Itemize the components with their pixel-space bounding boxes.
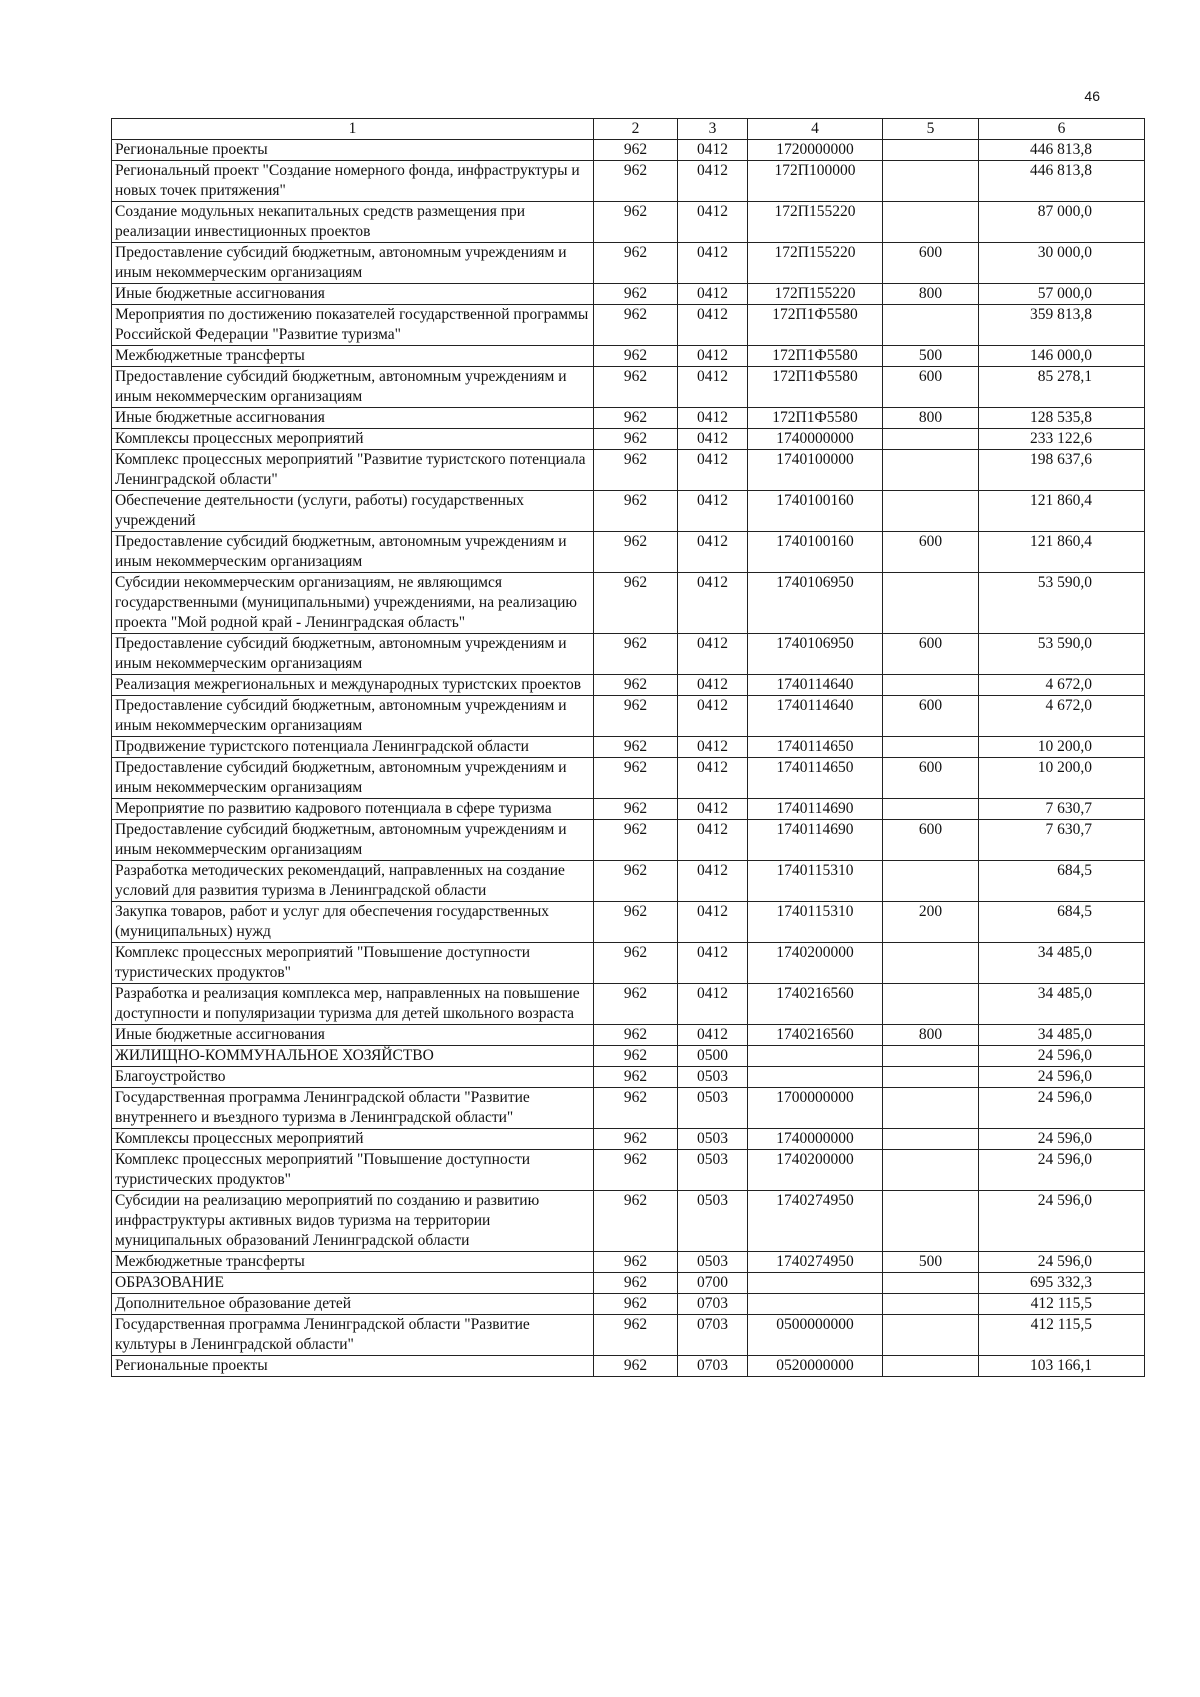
row-name-cell: Предоставление субсидий бюджетным, автономным учреждениям и иным некоммерческим организациям [112, 532, 594, 573]
table-row [112, 758, 1145, 799]
row-vr-cell [883, 861, 979, 902]
row-gr-cell: 962 [594, 450, 678, 491]
row-rzpr-cell: 0412 [678, 305, 748, 346]
row-vr-cell: 500 [883, 1252, 979, 1273]
row-rzpr-cell: 0503 [678, 1129, 748, 1150]
row-vr-cell: 500 [883, 346, 979, 367]
row-gr-cell: 962 [594, 367, 678, 408]
row-csr-cell: 1740114640 [748, 696, 883, 737]
row-vr-cell [883, 305, 979, 346]
row-sum-cell: 10 200,0 [979, 737, 1145, 758]
row-csr-cell: 1740106950 [748, 634, 883, 675]
table-row [112, 284, 1145, 305]
row-csr-cell: 1740115310 [748, 861, 883, 902]
row-csr-cell: 0520000000 [748, 1356, 883, 1377]
row-sum-cell: 412 115,5 [979, 1315, 1145, 1356]
row-name-cell: Обеспечение деятельности (услуги, работы) государственных учреждений [112, 491, 594, 532]
row-csr-cell: 1740114650 [748, 758, 883, 799]
table-row [112, 799, 1145, 820]
row-name-cell: Межбюджетные трансферты [112, 1252, 594, 1273]
row-vr-cell: 600 [883, 367, 979, 408]
row-sum-cell: 446 813,8 [979, 161, 1145, 202]
row-csr-cell: 1720000000 [748, 140, 883, 161]
row-rzpr-cell: 0503 [678, 1252, 748, 1273]
row-vr-cell [883, 675, 979, 696]
table-row [112, 1273, 1145, 1294]
row-rzpr-cell: 0503 [678, 1067, 748, 1088]
row-rzpr-cell: 0412 [678, 902, 748, 943]
row-rzpr-cell: 0412 [678, 799, 748, 820]
row-sum-cell: 34 485,0 [979, 984, 1145, 1025]
table-row [112, 696, 1145, 737]
row-name-cell: Предоставление субсидий бюджетным, автономным учреждениям и иным некоммерческим организациям [112, 696, 594, 737]
row-vr-cell [883, 943, 979, 984]
row-name-cell: Комплекс процессных мероприятий "Повышение доступности туристических продуктов" [112, 1150, 594, 1191]
row-vr-cell [883, 429, 979, 450]
row-rzpr-cell: 0503 [678, 1150, 748, 1191]
row-name-cell: Разработка методических рекомендаций, направленных на создание условий для развития туризма в Ленинградской области [112, 861, 594, 902]
row-gr-cell: 962 [594, 820, 678, 861]
table-row [112, 491, 1145, 532]
row-vr-cell [883, 450, 979, 491]
row-gr-cell: 962 [594, 140, 678, 161]
row-csr-cell: 1700000000 [748, 1088, 883, 1129]
table-row [112, 1315, 1145, 1356]
row-csr-cell: 172П1Ф5580 [748, 408, 883, 429]
table-row [112, 675, 1145, 696]
table-row [112, 861, 1145, 902]
row-vr-cell: 600 [883, 634, 979, 675]
row-sum-cell: 695 332,3 [979, 1273, 1145, 1294]
row-csr-cell: 1740100000 [748, 450, 883, 491]
row-vr-cell [883, 737, 979, 758]
row-csr-cell: 0500000000 [748, 1315, 883, 1356]
row-rzpr-cell: 0412 [678, 429, 748, 450]
row-gr-cell: 962 [594, 1273, 678, 1294]
row-csr-cell: 1740100160 [748, 532, 883, 573]
row-sum-cell: 198 637,6 [979, 450, 1145, 491]
row-vr-cell [883, 1315, 979, 1356]
row-name-cell: Закупка товаров, работ и услуг для обеспечения государственных (муниципальных) нужд [112, 902, 594, 943]
row-vr-cell [883, 140, 979, 161]
row-csr-cell: 1740274950 [748, 1191, 883, 1252]
row-rzpr-cell: 0412 [678, 284, 748, 305]
row-sum-cell: 146 000,0 [979, 346, 1145, 367]
row-rzpr-cell: 0412 [678, 820, 748, 861]
table-row [112, 140, 1145, 161]
row-csr-cell [748, 1273, 883, 1294]
table-row [112, 367, 1145, 408]
row-csr-cell [748, 1294, 883, 1315]
row-vr-cell: 800 [883, 1025, 979, 1046]
table-row [112, 161, 1145, 202]
row-sum-cell: 684,5 [979, 902, 1145, 943]
row-gr-cell: 962 [594, 1067, 678, 1088]
row-gr-cell: 962 [594, 305, 678, 346]
row-name-cell: Иные бюджетные ассигнования [112, 408, 594, 429]
row-csr-cell: 1740106950 [748, 573, 883, 634]
row-csr-cell: 172П155220 [748, 284, 883, 305]
row-name-cell: Предоставление субсидий бюджетным, автономным учреждениям и иным некоммерческим организациям [112, 367, 594, 408]
row-sum-cell: 53 590,0 [979, 634, 1145, 675]
row-csr-cell: 172П100000 [748, 161, 883, 202]
row-gr-cell: 962 [594, 634, 678, 675]
row-csr-cell: 172П1Ф5580 [748, 305, 883, 346]
row-vr-cell: 800 [883, 284, 979, 305]
row-rzpr-cell: 0412 [678, 943, 748, 984]
row-gr-cell: 962 [594, 573, 678, 634]
row-name-cell: Комплекс процессных мероприятий "Повышение доступности туристических продуктов" [112, 943, 594, 984]
row-gr-cell: 962 [594, 1129, 678, 1150]
row-csr-cell: 172П1Ф5580 [748, 346, 883, 367]
row-name-cell: Благоустройство [112, 1067, 594, 1088]
row-name-cell: Дополнительное образование детей [112, 1294, 594, 1315]
row-vr-cell: 200 [883, 902, 979, 943]
row-rzpr-cell: 0412 [678, 491, 748, 532]
row-vr-cell [883, 202, 979, 243]
header-col-5: 5 [883, 119, 979, 140]
header-col-4: 4 [748, 119, 883, 140]
row-vr-cell [883, 799, 979, 820]
table-header [112, 119, 1145, 140]
row-sum-cell: 121 860,4 [979, 532, 1145, 573]
row-gr-cell: 962 [594, 202, 678, 243]
row-rzpr-cell: 0412 [678, 1025, 748, 1046]
row-gr-cell: 962 [594, 799, 678, 820]
row-sum-cell: 24 596,0 [979, 1129, 1145, 1150]
row-csr-cell: 172П155220 [748, 202, 883, 243]
row-name-cell: Предоставление субсидий бюджетным, автономным учреждениям и иным некоммерческим организациям [112, 758, 594, 799]
row-rzpr-cell: 0412 [678, 450, 748, 491]
row-csr-cell: 1740216560 [748, 1025, 883, 1046]
row-vr-cell [883, 1046, 979, 1067]
row-name-cell: Региональные проекты [112, 140, 594, 161]
row-gr-cell: 962 [594, 1150, 678, 1191]
row-name-cell: Субсидии некоммерческим организациям, не являющимся государственными (муниципальными) учреждениями, на реализацию проекта "Мой родной край - Ленинградская область" [112, 573, 594, 634]
row-rzpr-cell: 0412 [678, 367, 748, 408]
row-gr-cell: 962 [594, 943, 678, 984]
row-gr-cell: 962 [594, 1315, 678, 1356]
row-vr-cell [883, 1129, 979, 1150]
table-row [112, 305, 1145, 346]
row-sum-cell: 128 535,8 [979, 408, 1145, 429]
row-sum-cell: 24 596,0 [979, 1191, 1145, 1252]
row-rzpr-cell: 0700 [678, 1273, 748, 1294]
row-name-cell: Комплексы процессных мероприятий [112, 1129, 594, 1150]
row-vr-cell [883, 984, 979, 1025]
table-row [112, 1046, 1145, 1067]
row-sum-cell: 412 115,5 [979, 1294, 1145, 1315]
row-name-cell: Региональные проекты [112, 1356, 594, 1377]
row-name-cell: Реализация межрегиональных и международных туристских проектов [112, 675, 594, 696]
row-name-cell: Мероприятия по достижению показателей государственной программы Российской Федерации "Развитие туризма" [112, 305, 594, 346]
row-sum-cell: 34 485,0 [979, 943, 1145, 984]
row-sum-cell: 24 596,0 [979, 1150, 1145, 1191]
row-vr-cell: 600 [883, 243, 979, 284]
row-sum-cell: 446 813,8 [979, 140, 1145, 161]
row-gr-cell: 962 [594, 429, 678, 450]
row-name-cell: Иные бюджетные ассигнования [112, 1025, 594, 1046]
row-gr-cell: 962 [594, 243, 678, 284]
row-csr-cell: 1740216560 [748, 984, 883, 1025]
row-gr-cell: 962 [594, 1088, 678, 1129]
row-vr-cell: 600 [883, 820, 979, 861]
row-sum-cell: 57 000,0 [979, 284, 1145, 305]
row-rzpr-cell: 0500 [678, 1046, 748, 1067]
row-sum-cell: 684,5 [979, 861, 1145, 902]
row-rzpr-cell: 0412 [678, 758, 748, 799]
row-rzpr-cell: 0412 [678, 634, 748, 675]
row-sum-cell: 53 590,0 [979, 573, 1145, 634]
row-gr-cell: 962 [594, 902, 678, 943]
table-row [112, 346, 1145, 367]
row-name-cell: Межбюджетные трансферты [112, 346, 594, 367]
table-row [112, 1294, 1145, 1315]
row-sum-cell: 7 630,7 [979, 820, 1145, 861]
page-number: 46 [1084, 88, 1100, 104]
row-gr-cell: 962 [594, 161, 678, 202]
row-sum-cell: 359 813,8 [979, 305, 1145, 346]
row-name-cell: Предоставление субсидий бюджетным, автономным учреждениям и иным некоммерческим организациям [112, 820, 594, 861]
row-sum-cell: 30 000,0 [979, 243, 1145, 284]
row-name-cell: Мероприятие по развитию кадрового потенциала в сфере туризма [112, 799, 594, 820]
header-col-3: 3 [678, 119, 748, 140]
row-rzpr-cell: 0412 [678, 202, 748, 243]
row-sum-cell: 10 200,0 [979, 758, 1145, 799]
row-csr-cell: 1740100160 [748, 491, 883, 532]
row-csr-cell: 1740274950 [748, 1252, 883, 1273]
table-row [112, 820, 1145, 861]
row-name-cell: Иные бюджетные ассигнования [112, 284, 594, 305]
row-sum-cell: 24 596,0 [979, 1046, 1145, 1067]
table-row [112, 1150, 1145, 1191]
row-csr-cell: 1740115310 [748, 902, 883, 943]
table-row [112, 429, 1145, 450]
table-row [112, 243, 1145, 284]
table-row [112, 634, 1145, 675]
row-gr-cell: 962 [594, 861, 678, 902]
row-name-cell: Государственная программа Ленинградской области "Развитие внутреннего и въездного туризма в Ленинградской области" [112, 1088, 594, 1129]
row-gr-cell: 962 [594, 984, 678, 1025]
row-gr-cell: 962 [594, 1025, 678, 1046]
row-rzpr-cell: 0703 [678, 1294, 748, 1315]
row-rzpr-cell: 0412 [678, 243, 748, 284]
row-name-cell: Разработка и реализация комплекса мер, направленных на повышение доступности и популяризации туризма для детей школьного возраста [112, 984, 594, 1025]
row-sum-cell: 24 596,0 [979, 1252, 1145, 1273]
row-rzpr-cell: 0412 [678, 696, 748, 737]
header-col-6: 6 [979, 119, 1145, 140]
row-csr-cell: 1740000000 [748, 1129, 883, 1150]
row-sum-cell: 7 630,7 [979, 799, 1145, 820]
row-csr-cell: 1740000000 [748, 429, 883, 450]
row-csr-cell [748, 1046, 883, 1067]
row-csr-cell: 1740200000 [748, 1150, 883, 1191]
row-sum-cell: 121 860,4 [979, 491, 1145, 532]
table-row [112, 1129, 1145, 1150]
table-row [112, 1088, 1145, 1129]
row-name-cell: Создание модульных некапитальных средств размещения при реализации инвестиционных проектов [112, 202, 594, 243]
row-rzpr-cell: 0412 [678, 737, 748, 758]
row-vr-cell [883, 1294, 979, 1315]
row-name-cell: ОБРАЗОВАНИЕ [112, 1273, 594, 1294]
row-csr-cell: 172П155220 [748, 243, 883, 284]
row-csr-cell [748, 1067, 883, 1088]
row-rzpr-cell: 0412 [678, 408, 748, 429]
row-rzpr-cell: 0703 [678, 1315, 748, 1356]
row-gr-cell: 962 [594, 1294, 678, 1315]
row-csr-cell: 172П1Ф5580 [748, 367, 883, 408]
row-rzpr-cell: 0503 [678, 1088, 748, 1129]
row-gr-cell: 962 [594, 675, 678, 696]
row-vr-cell [883, 1088, 979, 1129]
header-col-2: 2 [594, 119, 678, 140]
table-row [112, 1191, 1145, 1252]
row-csr-cell: 1740200000 [748, 943, 883, 984]
row-vr-cell [883, 1356, 979, 1377]
row-csr-cell: 1740114690 [748, 799, 883, 820]
row-gr-cell: 962 [594, 532, 678, 573]
row-csr-cell: 1740114690 [748, 820, 883, 861]
row-vr-cell: 600 [883, 696, 979, 737]
row-name-cell: Комплекс процессных мероприятий "Развитие туристского потенциала Ленинградской области" [112, 450, 594, 491]
row-sum-cell: 87 000,0 [979, 202, 1145, 243]
row-name-cell: Продвижение туристского потенциала Ленинградской области [112, 737, 594, 758]
row-gr-cell: 962 [594, 758, 678, 799]
table-row [112, 450, 1145, 491]
row-sum-cell: 233 122,6 [979, 429, 1145, 450]
row-name-cell: Предоставление субсидий бюджетным, автономным учреждениям и иным некоммерческим организациям [112, 243, 594, 284]
table-row [112, 902, 1145, 943]
table-row [112, 202, 1145, 243]
row-gr-cell: 962 [594, 491, 678, 532]
table-row [112, 943, 1145, 984]
row-vr-cell [883, 573, 979, 634]
table-row [112, 1067, 1145, 1088]
row-sum-cell: 4 672,0 [979, 675, 1145, 696]
row-rzpr-cell: 0412 [678, 573, 748, 634]
row-rzpr-cell: 0412 [678, 861, 748, 902]
row-rzpr-cell: 0412 [678, 675, 748, 696]
row-vr-cell [883, 1150, 979, 1191]
row-gr-cell: 962 [594, 737, 678, 758]
row-vr-cell [883, 1273, 979, 1294]
row-rzpr-cell: 0412 [678, 532, 748, 573]
row-sum-cell: 4 672,0 [979, 696, 1145, 737]
row-vr-cell: 600 [883, 758, 979, 799]
row-rzpr-cell: 0412 [678, 140, 748, 161]
row-gr-cell: 962 [594, 1191, 678, 1252]
row-sum-cell: 34 485,0 [979, 1025, 1145, 1046]
row-name-cell: Субсидии на реализацию мероприятий по созданию и развитию инфраструктуры активных видов туризма на территории муниципальных образований Ленинградской области [112, 1191, 594, 1252]
row-vr-cell: 600 [883, 532, 979, 573]
header-col-1: 1 [112, 119, 594, 140]
row-sum-cell: 85 278,1 [979, 367, 1145, 408]
row-vr-cell [883, 491, 979, 532]
row-rzpr-cell: 0412 [678, 346, 748, 367]
header-row [112, 119, 1145, 140]
row-sum-cell: 24 596,0 [979, 1067, 1145, 1088]
row-sum-cell: 103 166,1 [979, 1356, 1145, 1377]
table-row [112, 1252, 1145, 1273]
row-csr-cell: 1740114650 [748, 737, 883, 758]
row-name-cell: Комплексы процессных мероприятий [112, 429, 594, 450]
row-gr-cell: 962 [594, 284, 678, 305]
table-row [112, 408, 1145, 429]
table-row [112, 737, 1145, 758]
row-vr-cell [883, 1067, 979, 1088]
row-rzpr-cell: 0503 [678, 1191, 748, 1252]
row-gr-cell: 962 [594, 696, 678, 737]
table-row [112, 532, 1145, 573]
row-rzpr-cell: 0703 [678, 1356, 748, 1377]
row-vr-cell [883, 161, 979, 202]
row-sum-cell: 24 596,0 [979, 1088, 1145, 1129]
row-gr-cell: 962 [594, 1356, 678, 1377]
row-name-cell: Предоставление субсидий бюджетным, автономным учреждениям и иным некоммерческим организациям [112, 634, 594, 675]
budget-table [111, 118, 1145, 1377]
row-gr-cell: 962 [594, 1252, 678, 1273]
table-row [112, 1356, 1145, 1377]
table-body [112, 140, 1145, 1377]
row-rzpr-cell: 0412 [678, 161, 748, 202]
row-name-cell: Государственная программа Ленинградской области "Развитие культуры в Ленинградской области" [112, 1315, 594, 1356]
table-row [112, 1025, 1145, 1046]
row-gr-cell: 962 [594, 408, 678, 429]
row-rzpr-cell: 0412 [678, 984, 748, 1025]
row-vr-cell: 800 [883, 408, 979, 429]
row-vr-cell [883, 1191, 979, 1252]
row-csr-cell: 1740114640 [748, 675, 883, 696]
table-row [112, 984, 1145, 1025]
row-name-cell: ЖИЛИЩНО-КОММУНАЛЬНОЕ ХОЗЯЙСТВО [112, 1046, 594, 1067]
row-name-cell: Региональный проект "Создание номерного фонда, инфраструктуры и новых точек притяжения" [112, 161, 594, 202]
table-row [112, 573, 1145, 634]
row-gr-cell: 962 [594, 346, 678, 367]
row-gr-cell: 962 [594, 1046, 678, 1067]
